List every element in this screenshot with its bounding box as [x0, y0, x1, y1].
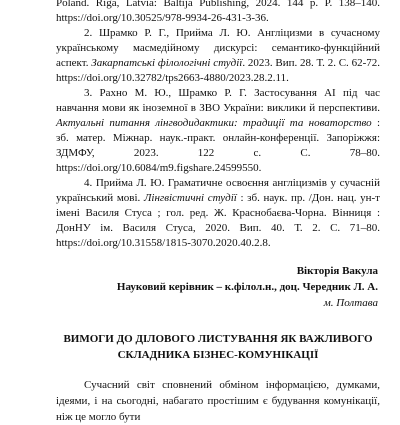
article-title-line-1: ВИМОГИ ДО ДІЛОВОГО ЛИСТУВАННЯ ЯК ВАЖЛИВОГО: [63, 333, 373, 345]
reference-text: Рахно М. Ю., Шрамко Р. Г. Застосування АІ під час навчання мови як іноземної в ЗВО України: виклики й перспективи.: [56, 87, 381, 114]
author-name: Вікторія Вакула: [296, 265, 378, 277]
article-title: [56, 331, 380, 363]
reference-text-tail: : зб. наук. пр. /Дон. нац. ун-т імені Василя Стуса ; гол. ред. Ж. Краснобаєва-Чорна. Вінниця : ДонНУ ім. Василя Стуса, 2020. Вип. 40. Т. 2. С. 71–80. https://doi.org/10.31558/1815-3070.2020.40.2.8.: [56, 192, 380, 249]
reference-number: 4.: [84, 177, 93, 189]
reference-item-2: [56, 26, 380, 86]
reference-text-tail: : зб. матер. Міжнар. наук.-практ. онлайн-конференції. Запоріжжя: ЗДМФУ, 2023. 122 с. С. 78–80. https://doi.org/10.6084/m9.figshare.24599550.: [56, 117, 380, 174]
supervisor-line: Науковий керівник – к.філол.н., доц. Чередник Л. А.: [116, 281, 378, 293]
reference-text: Прийма Л. Ю. Граматичне освоєння англіцизмів у сучасній український мові.: [56, 177, 380, 204]
reference-source-title: Актуальні питання лінгводидактики: традиції та новаторство: [56, 117, 372, 129]
author-block: [56, 263, 380, 311]
reference-item-3: [56, 86, 380, 176]
reference-text-tail: . 2023. Вип. 28. Т. 2. С. 62-72. https://doi.org/10.32782/tps2663-4880/2023.28.2.11.: [56, 57, 380, 84]
article-title-line-2: СКЛАДНИКА БІЗНЕС-КОМУНІКАЦІЇ: [117, 349, 319, 361]
reference-item-4: [56, 176, 380, 251]
reference-text: Poland. Riga, Latvia: Baltija Publishing, 2024. 144 p. P. 138–140. https://doi.org/10.30525/978-9934-26-431-3-36.: [56, 0, 380, 24]
author-city: м. Полтава: [323, 297, 378, 309]
reference-number: 3.: [84, 87, 93, 99]
reference-item-1: [56, 0, 380, 26]
reference-list: [56, 0, 380, 251]
reference-source-title: Закарпатські філологічні студії: [91, 57, 243, 69]
reference-text: Шрамко Р. Г., Прийма Л. Ю. Англіцизми в сучасному українському масмедійному дискурсі: семантико-функційний аспект.: [56, 27, 380, 69]
reference-number: 2.: [84, 27, 93, 39]
article-body-paragraph: Сучасний світ сповнений обміном інформацією, думками, ідеями, і на сьогодні, набагато простішим є будування комунікації, ніж це могло бути: [56, 379, 380, 423]
reference-source-title: Лінгвістичні студії: [143, 192, 237, 204]
